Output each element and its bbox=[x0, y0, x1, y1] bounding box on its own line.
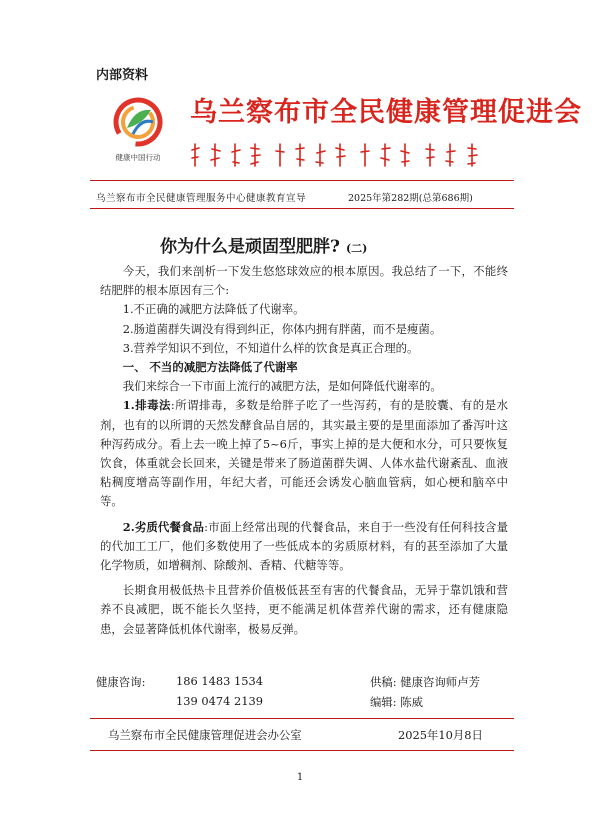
article-body bbox=[100, 262, 508, 639]
editor: 编辑: 陈威 bbox=[370, 695, 424, 709]
footer-rule-bottom bbox=[90, 750, 514, 751]
issuer-line: 乌兰察布市全民健康管理服务中心健康教育宣导 bbox=[96, 193, 307, 204]
issue-number: 2025年第282期(总第686期) bbox=[348, 193, 473, 204]
page-number: 1 bbox=[296, 772, 304, 783]
footer-rule-top bbox=[90, 718, 514, 719]
organization-title: 乌兰察布市全民健康管理促进会 bbox=[190, 97, 582, 128]
header-rule-top bbox=[90, 180, 514, 181]
reason-item: 1.不正确的减肥方法降低了代谢率。 bbox=[122, 302, 305, 317]
logo-caption: 健康中国行动 bbox=[115, 153, 161, 162]
phone-2: 139 0474 2139 bbox=[176, 694, 263, 708]
reason-item: 3.营养学知识不到位，不知道什么样的饮食是真正合理的。 bbox=[122, 340, 419, 355]
issue-date: 2025年10月8日 bbox=[398, 728, 483, 742]
consult-label: 健康咨询: bbox=[96, 675, 146, 689]
mongolian-script-line bbox=[190, 140, 490, 170]
meal-text: :市面上经常出现的代餐食品，来自于一些没有任何科技含量的代加工工厂，他们多数使用了一些低成本的劣质原材料，有的甚至添加了大量化学物质，如增稠剂、除酸剂、香精、代糖等等。 bbox=[100, 519, 508, 573]
meal-paragraph bbox=[100, 518, 508, 576]
section-heading: 一、 不当的减肥方法降低了代谢率 bbox=[122, 360, 298, 375]
article-title-text: 你为什么是顽固型肥胖? bbox=[160, 237, 340, 257]
detox-text: :所谓排毒，多数是给胖子吃了一些泻药，有的是胶囊、有的是水剂，也有的以所谓的天然发酵食品自居的，其实最主要的是里面添加了番泻叶这种泻药成分。看上去一晚上掉了5~6斤，事实上掉的是大便和水分，可只要恢复饮食，体重就会长回来，关键是带来了肠道菌群失调、人体水盐代谢紊乱、血液粘稠度增高等副作用，年纪大者，可能还会诱发心脑血管病，如心梗和脑卒中等。 bbox=[100, 398, 508, 509]
phone-1: 186 1483 1534 bbox=[176, 674, 263, 688]
article-title bbox=[160, 232, 367, 257]
article-title-part: (二) bbox=[345, 242, 368, 255]
closing-paragraph: 长期食用极低热卡且营养价值极低甚至有害的代餐食品，无异于靠饥饿和营养不良减肥，既不能长久坚持，更不能满足机体营养代谢的需求，还有健康隐患，会显著降低机体代谢率，极易反弹。 bbox=[100, 583, 508, 636]
header-rule-bottom bbox=[90, 208, 514, 209]
internal-label: 内部资料 bbox=[96, 68, 149, 83]
contributor: 供稿: 健康咨询师卢芳 bbox=[370, 675, 480, 689]
office-name: 乌兰察布市全民健康管理促进会办公室 bbox=[108, 728, 302, 742]
meal-label: 2.劣质代餐食品 bbox=[122, 519, 205, 534]
intro-paragraph: 今天，我们来剖析一下发生悠悠球效应的根本原因。我总结了一下，不能终结肥胖的根本原因有三个: bbox=[100, 264, 508, 298]
reason-item: 2.肠道菌群失调没有得到纠正，你体内拥有胖菌，而不是瘦菌。 bbox=[122, 321, 442, 336]
detox-paragraph bbox=[100, 396, 508, 511]
detox-label: 1.排毒法 bbox=[122, 398, 171, 413]
section-intro: 我们来综合一下市面上流行的减肥方法，是如何降低代谢率的。 bbox=[122, 379, 442, 394]
